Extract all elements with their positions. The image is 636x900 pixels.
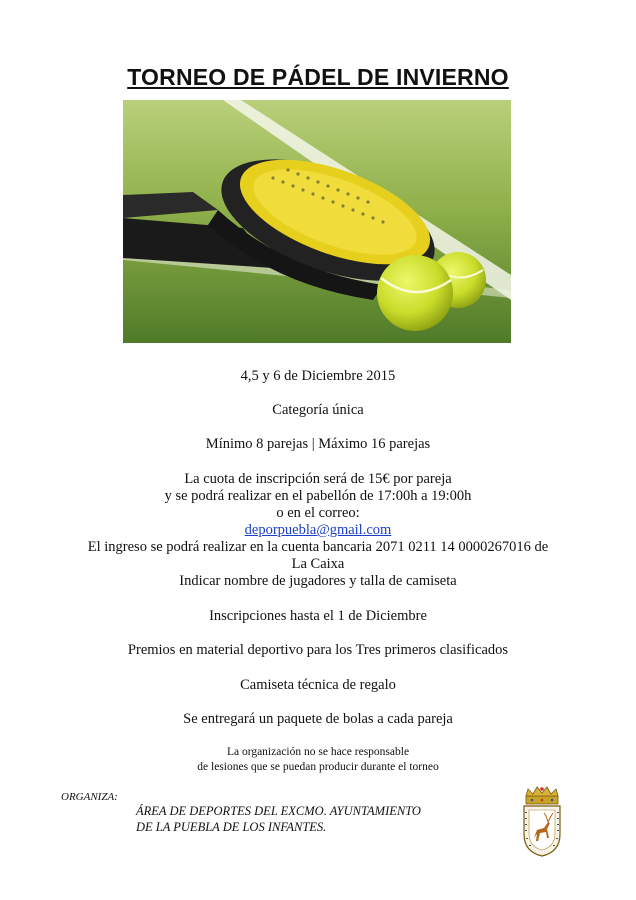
fee-line-3: o en el correo: xyxy=(276,505,360,521)
padel-racket-photo xyxy=(123,100,511,343)
deadline-text: Inscripciones hasta el 1 de Diciembre xyxy=(209,608,427,624)
email-row xyxy=(0,522,636,539)
organiza-label: ORGANIZA: xyxy=(61,791,118,803)
disclaimer-line-1: La organización no se hace responsable xyxy=(226,746,410,758)
organizer-line-2: DE LA PUEBLA DE LOS INFANTES. xyxy=(136,820,327,834)
shirt-gift-text: Camiseta técnica de regalo xyxy=(240,677,396,693)
disclaimer-line-2: de lesiones que se puedan producir durante el torneo xyxy=(197,761,439,773)
shirt-size-note: Indicar nombre de jugadores y talla de camiseta xyxy=(179,573,457,589)
fee-line-2: y se podrá realizar en el pabellón de 17:00h a 19:00h xyxy=(164,488,472,504)
bank-name-line: La Caixa xyxy=(291,556,345,572)
town-crest-logo xyxy=(520,786,564,858)
category-text: Categoría única xyxy=(272,402,364,418)
tournament-dates: 4,5 y 6 de Diciembre 2015 xyxy=(240,368,396,384)
email-link[interactable]: deporpuebla@gmail.com xyxy=(244,522,392,538)
pairs-text: Mínimo 8 parejas | Máximo 16 parejas xyxy=(205,436,431,452)
balls-text: Se entregará un paquete de bolas a cada pareja xyxy=(183,711,453,727)
fee-line-1: La cuota de inscripción será de 15€ por pareja xyxy=(184,471,452,487)
prizes-text: Premios en material deportivo para los Tres primeros clasificados xyxy=(127,642,509,658)
organizer-block xyxy=(136,803,421,835)
bank-account-line: El ingreso se podrá realizar en la cuenta bancaria 2071 0211 14 0000267016 de xyxy=(87,539,549,555)
poster-title: TORNEO DE PÁDEL DE INVIERNO xyxy=(127,64,509,90)
organizer-line-1: ÁREA DE DEPORTES DEL EXCMO. AYUNTAMIENTO xyxy=(136,804,421,818)
